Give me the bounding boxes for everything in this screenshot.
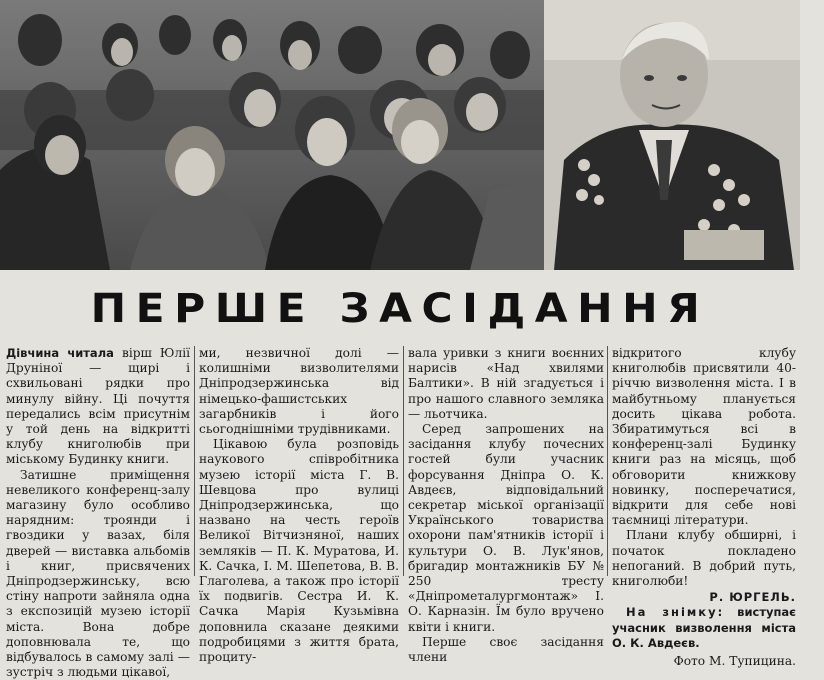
caption-text: виступає учасник визволення міста (612, 605, 797, 635)
paragraph-text: вірш Юлії Друніної — щирі і схвильовані рядки про минулу війну. Ці почуття передались всім присутнім у той день на відкритті клубу книголюбів при міському Будинку книги. (6, 346, 190, 467)
column-2 (199, 346, 399, 665)
author-signature: Р. ЮРГЕЛЬ. (709, 590, 796, 605)
paragraph: Перше своє засідання члени (408, 634, 604, 665)
veteran-photo (544, 0, 800, 270)
audience-photo (0, 0, 544, 270)
photo-credit: Фото М. Тупицина. (673, 654, 796, 669)
column-divider (194, 346, 195, 576)
headline: ПЕРШЕ ЗАСІДАННЯ (90, 286, 710, 332)
paragraph: Цікавою була розповідь наукового співробітника музею історії міста Г. В. Шевцова про вулиці Дніпродзержинська, що названо на честь героїв Великої Вітчизняної, наших земляків — П. К. Муратова, И. К. Сачка, І. М. Шепетова, В. В. Глаголева, а також про історії їх подвигів. Сестра И. К. Сачка Марія Кузьмівна доповнила сказане деякими подробицями з життя брата, проциту- (199, 437, 399, 665)
paragraph (6, 346, 190, 468)
caption-name: О. К. Авдеєв. (612, 635, 700, 650)
paragraph: Плани клубу обширні, і початок покладено непоганий. В добрий путь, книголюби! (612, 528, 796, 589)
paragraph: Затишне приміщення невеликого конференц-залу магазину було особливо нарядним: троянди і гвоздики у вазах, біля дверей — виставка альбомів і книг, присвячених Дніпродзержинську, всю стіну напроти зайняла одна з експозицій музею історії міста. Вона добре доповнювала те, що відбувалось в самому залі — зустріч з людьми цікавої, (6, 467, 190, 680)
column-4 (612, 346, 797, 669)
caption-label: На знімку: (626, 605, 725, 620)
paragraph: Серед запрошених на засідання клубу почесних гостей були учасник форсування Дніпра О. К. Авдеєв, відповідальний секретар міської організації Українського товариства охорони пам'ятників історії і культури О. В. Лук'янов, бригадир монтажників БУ № 250 тресту «Дніпрометалургмонтаж» І. О. Карназін. Їм було вручено квіти і книги. (408, 422, 604, 634)
paragraph: відкритого клубу книголюбів присвятили 40-річчю визволення міста. І в майбутньому планується досить цікава робота. Збиратимуться всі в конференц-залі Будинку книги раз на місяць, щоб обговорити книжкову новинку, посперечатися, відкрити для себе нові таємниці літератури. (612, 346, 796, 528)
column-3 (408, 346, 604, 665)
column-divider (403, 346, 404, 576)
photo-caption (612, 605, 796, 651)
paragraph: ми, незвичної долі — колишніми визволителями Дніпродзержинська від німецько-фашистських загарбників і його сьогоднішніми трудівниками. (199, 346, 399, 437)
paragraph: вала уривки з книги воєнних нарисів «Над хвилями Балтики». В ній згадується і про нашого славного земляка — льотчика. (408, 346, 604, 421)
lead-in: Дівчина читала (6, 346, 114, 360)
column-divider (607, 346, 608, 576)
column-1 (6, 346, 190, 680)
